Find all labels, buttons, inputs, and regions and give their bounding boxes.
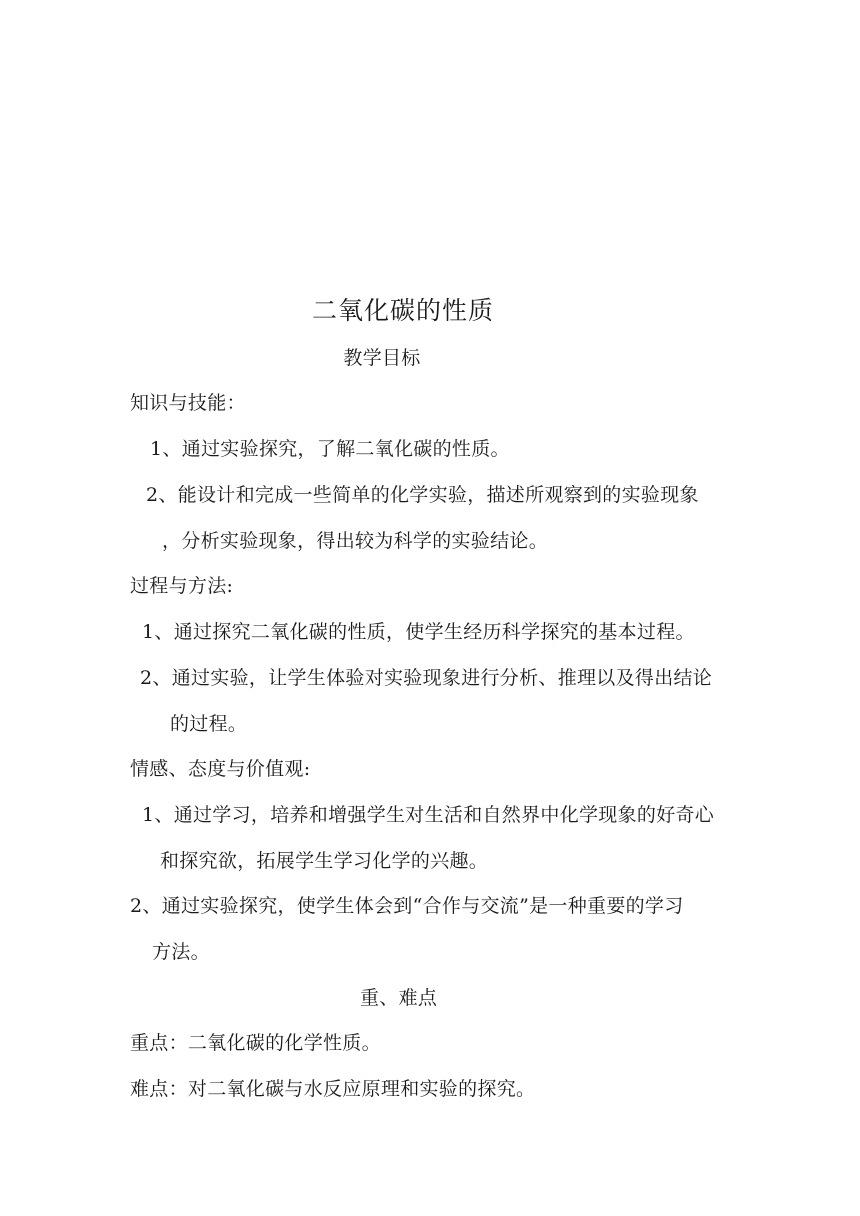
knowledge-heading: 知识与技能： bbox=[130, 392, 246, 414]
objectives-heading: 教学目标 bbox=[343, 347, 421, 369]
emotion-item: 1、通过学习，培养和增强学生对生活和自然界中化学现象的好奇心 bbox=[142, 804, 715, 826]
emotion-heading: 情感、态度与价值观: bbox=[130, 758, 311, 780]
knowledge-item: 2、能设计和完成一些简单的化学实验，描述所观察到的实验现象 bbox=[146, 484, 699, 506]
emotion-item-continuation: 和探究欲，拓展学生学习化学的兴趣。 bbox=[160, 850, 489, 872]
process-heading: 过程与方法: bbox=[130, 575, 234, 597]
key-points-heading: 重、难点 bbox=[360, 987, 438, 1009]
process-item: 2、通过实验，让学生体验对实验现象进行分析、推理以及得出结论 bbox=[140, 667, 713, 689]
difficult-point: 难点：对二氧化碳与水反应原理和实验的探究。 bbox=[130, 1078, 536, 1100]
emotion-item: 2、通过实验探究，使学生体会到“合作与交流”是一种重要的学习 bbox=[130, 895, 684, 917]
knowledge-item: 1、通过实验探究，了解二氧化碳的性质。 bbox=[150, 438, 510, 460]
process-item-continuation: 的过程。 bbox=[170, 713, 248, 735]
knowledge-item-continuation: ，分析实验现象，得出较为科学的实验结论。 bbox=[162, 530, 549, 552]
emotion-item-continuation: 方法。 bbox=[152, 941, 210, 963]
process-item: 1、通过探究二氧化碳的性质，使学生经历科学探究的基本过程。 bbox=[142, 621, 695, 643]
key-point: 重点：二氧化碳的化学性质。 bbox=[130, 1032, 381, 1054]
document-title: 二氧化碳的性质 bbox=[311, 296, 494, 325]
